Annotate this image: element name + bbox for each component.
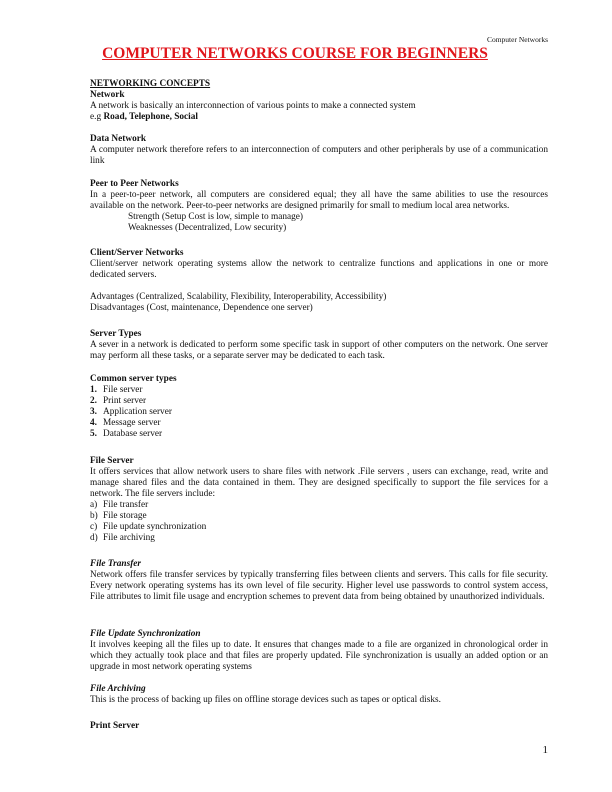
network-example (90, 112, 548, 123)
list-item (90, 522, 548, 533)
list-item (90, 500, 548, 511)
p2p-text: In a peer-to-peer network, all computers are considered equal; they all have the same abilities to use the resources available on the network. Peer-to-peer networks are designed primarily for small to medium local area networks. (90, 190, 548, 211)
client-server-text: Client/server network operating systems allow the network to centralize functions and applications in one or more dedicated servers. (90, 259, 548, 280)
list-text: Message server (103, 418, 161, 428)
list-letter: d) (90, 533, 98, 543)
data-network-text: A computer network therefore refers to an interconnection of computers and other peripherals by use of a communication link (90, 145, 548, 166)
list-text: File storage (103, 511, 147, 521)
list-number: 2. (90, 396, 97, 406)
heading-print-server: Print Server (90, 721, 140, 731)
list-text: File transfer (103, 500, 149, 510)
heading-file-server: File Server (90, 456, 134, 466)
heading-client-server: Client/Server Networks (90, 248, 184, 258)
heading-file-archiving: File Archiving (90, 684, 146, 694)
section-common-types (90, 374, 548, 440)
list-letter: c) (90, 522, 98, 532)
page-title: COMPUTER NETWORKS COURSE FOR BEGINNERS (102, 45, 488, 62)
list-item (90, 533, 548, 544)
list-text: File update synchronization (103, 522, 207, 532)
running-header: Computer Networks (486, 35, 548, 44)
server-types-text: A sever in a network is dedicated to perform some specific task in support of other computers on the network. One server may perform all these tasks, or a separate server may be dedicated to each task. (90, 340, 548, 361)
list-item (90, 407, 548, 418)
heading-p2p: Peer to Peer Networks (90, 179, 179, 189)
list-item (90, 429, 548, 440)
eg-prefix: e.g (90, 112, 104, 122)
list-letter: a) (90, 500, 98, 510)
list-text: File server (103, 385, 143, 395)
heading-file-transfer: File Transfer (90, 559, 142, 569)
eg-values: Road, Telephone, Social (103, 112, 198, 122)
heading-server-types: Server Types (90, 329, 142, 339)
section-data-network (90, 134, 548, 167)
list-item (90, 511, 548, 522)
list-item (90, 396, 548, 407)
list-number: 1. (90, 385, 97, 395)
list-text: Database server (103, 429, 163, 439)
list-number: 3. (90, 407, 97, 417)
section-file-archiving (90, 684, 548, 706)
heading-file-sync: File Update Synchronization (90, 629, 201, 639)
list-item (90, 418, 548, 429)
file-sync-text: It involves keeping all the files up to date. It ensures that changes made to a file are organized in chronological order in which they actually took place and that files are properly updated. File synchronization is usually an added option or an upgrade in most network operating systems (90, 640, 548, 672)
list-letter: b) (90, 511, 98, 521)
section-client-server (90, 248, 548, 314)
list-text: Application server (103, 407, 172, 417)
p2p-strength: Strength (Setup Cost is low, simple to manage) (128, 212, 303, 222)
heading-data-network: Data Network (90, 134, 147, 144)
disadvantages: Disadvantages (Cost, maintenance, Dependence one server) (90, 303, 313, 313)
heading-common-types: Common server types (90, 374, 177, 384)
list-text: Print server (103, 396, 147, 406)
list-item (90, 385, 548, 396)
list-text: File archiving (103, 533, 155, 543)
list-number: 5. (90, 429, 97, 439)
network-text: A network is basically an interconnection of various points to make a connected system (90, 101, 416, 111)
section-p2p (90, 179, 548, 234)
file-transfer-text: Network offers file transfer services by typically transferring files between clients and servers. This calls for file security. Every network operating systems has its own level of file security. Higher level use passwords to control system access, File attributes to limit file usage and encryption schemes to prevent data from being obtained by unauthorized individuals. (90, 570, 548, 602)
file-server-text: It offers services that allow network users to share files with network .File servers , users can exchange, read, write and manage shared files and the data contained in them. They are designed specifically to support the file services for a network. The file servers include: (90, 467, 548, 499)
list-number: 4. (90, 418, 97, 428)
section-print-server (90, 721, 548, 732)
section-file-sync (90, 629, 548, 673)
file-archiving-text: This is the process of backing up files on offline storage devices such as tapes or optical disks. (90, 695, 441, 705)
section-file-transfer (90, 559, 548, 603)
advantages: Advantages (Centralized, Scalability, Flexibility, Interoperability, Accessibility) (90, 292, 387, 302)
section-networking-concepts (90, 79, 548, 123)
heading-network: Network (90, 90, 125, 100)
section-heading: NETWORKING CONCEPTS (90, 79, 211, 89)
section-file-server (90, 456, 548, 544)
p2p-weakness: Weaknesses (Decentralized, Low security) (128, 223, 287, 233)
section-server-types (90, 329, 548, 362)
page-number: 1 (542, 744, 548, 756)
